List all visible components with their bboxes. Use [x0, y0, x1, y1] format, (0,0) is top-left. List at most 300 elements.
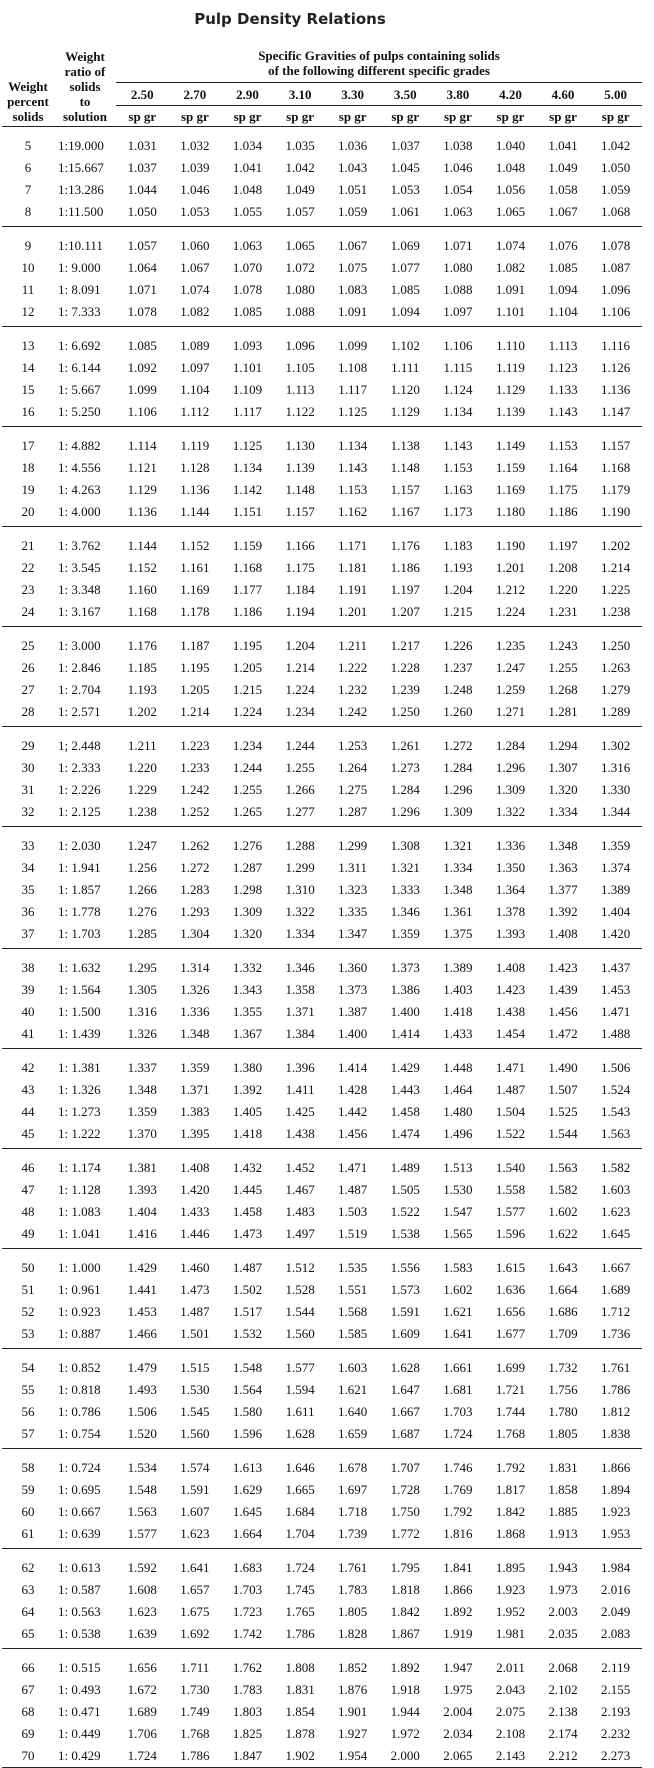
table-row — [2, 1745, 642, 1768]
cell-specific-gravity: 1.336 — [180, 1004, 210, 1019]
cell-specific-gravity: 1.360 — [338, 960, 368, 975]
cell-specific-gravity: 1.602 — [548, 1204, 578, 1219]
cell-weight-percent: 34 — [21, 860, 35, 875]
cell-specific-gravity: 1.545 — [180, 1404, 210, 1419]
cell-specific-gravity: 1.083 — [338, 282, 368, 297]
cell-specific-gravity: 1.786 — [601, 1382, 631, 1397]
cell-specific-gravity: 1.134 — [432, 401, 485, 427]
cell-specific-gravity: 1.392 — [232, 1082, 263, 1097]
cell-specific-gravity: 1.577 — [495, 1204, 526, 1219]
cell-specific-gravity: 1.551 — [338, 1282, 368, 1297]
cell-weight-ratio: 1:15.667 — [58, 160, 104, 175]
cell-specific-gravity: 1.973 — [548, 1582, 578, 1597]
cell-specific-gravity: 1.395 — [169, 1123, 222, 1149]
cell-specific-gravity: 2.108 — [495, 1726, 526, 1741]
cell-specific-gravity: 1.347 — [326, 923, 379, 949]
cell-specific-gravity: 1.120 — [390, 382, 420, 397]
cell-specific-gravity: 1.745 — [285, 1582, 315, 1597]
cell-specific-gravity: 1.256 — [127, 860, 157, 875]
cell-weight-ratio: 1: 3.167 — [54, 601, 116, 627]
cell-specific-gravity: 1.582 — [548, 1182, 578, 1197]
header-unit: sp gr — [326, 106, 379, 127]
table-row — [2, 1249, 642, 1280]
cell-specific-gravity: 1.035 — [285, 138, 315, 153]
cell-specific-gravity: 1.913 — [537, 1523, 590, 1549]
cell-specific-gravity: 1.675 — [180, 1604, 210, 1619]
cell-specific-gravity: 1.040 — [495, 138, 526, 153]
cell-specific-gravity: 1.602 — [443, 1282, 473, 1297]
header-unit: sp gr — [274, 106, 327, 127]
cell-specific-gravity: 1.446 — [169, 1223, 222, 1249]
cell-specific-gravity: 1.326 — [180, 982, 210, 997]
cell-specific-gravity: 1.772 — [379, 1523, 432, 1549]
cell-specific-gravity: 1.902 — [274, 1745, 327, 1768]
cell-specific-gravity: 1.321 — [443, 838, 473, 853]
cell-weight-ratio: 1: 0.587 — [58, 1582, 101, 1597]
cell-specific-gravity: 1.067 — [180, 260, 210, 275]
header-unit: sp gr — [432, 106, 485, 127]
table-row — [2, 1179, 642, 1201]
table-row — [2, 479, 642, 501]
cell-specific-gravity: 1.380 — [232, 1060, 263, 1075]
cell-specific-gravity: 1.157 — [601, 438, 631, 453]
cell-specific-gravity: 1.144 — [127, 538, 157, 553]
cell-specific-gravity: 1.594 — [285, 1382, 315, 1397]
cell-specific-gravity: 1.724 — [116, 1745, 169, 1768]
cell-weight-percent: 65 — [2, 1623, 54, 1649]
cell-specific-gravity: 1.596 — [484, 1223, 537, 1249]
cell-specific-gravity: 1.284 — [495, 738, 526, 753]
cell-weight-ratio: 1:19.000 — [58, 138, 104, 153]
cell-specific-gravity: 1.176 — [390, 538, 420, 553]
cell-specific-gravity: 1.136 — [601, 382, 631, 397]
cell-specific-gravity: 2.075 — [495, 1704, 526, 1719]
cell-specific-gravity: 1.265 — [221, 801, 274, 827]
cell-specific-gravity: 1.568 — [338, 1304, 368, 1319]
cell-specific-gravity: 1.222 — [338, 660, 368, 675]
header-weight-ratio-line: solids — [69, 79, 101, 94]
cell-specific-gravity: 1.283 — [180, 882, 210, 897]
cell-weight-percent: 64 — [21, 1604, 35, 1619]
cell-specific-gravity: 1.443 — [390, 1082, 420, 1097]
header-weight-ratio-line: Weight — [65, 49, 105, 64]
cell-specific-gravity: 1.841 — [443, 1560, 473, 1575]
table-row — [2, 1279, 642, 1301]
table-row — [2, 779, 642, 801]
cell-specific-gravity: 1.252 — [169, 801, 222, 827]
cell-specific-gravity: 1.309 — [232, 904, 263, 919]
cell-specific-gravity: 1.519 — [326, 1223, 379, 1249]
cell-specific-gravity: 1.831 — [285, 1682, 315, 1697]
cell-specific-gravity: 1.193 — [443, 560, 473, 575]
cell-specific-gravity: 1.487 — [338, 1182, 368, 1197]
cell-specific-gravity: 1.981 — [484, 1623, 537, 1649]
cell-specific-gravity: 1.220 — [548, 582, 578, 597]
header-weight-percent-line: percent — [7, 94, 49, 109]
cell-specific-gravity: 1.355 — [232, 1004, 263, 1019]
cell-specific-gravity: 1.139 — [285, 460, 315, 475]
cell-specific-gravity: 1.520 — [116, 1423, 169, 1449]
cell-specific-gravity: 1.048 — [232, 182, 263, 197]
cell-specific-gravity: 1.106 — [589, 301, 642, 327]
header-weight-ratio — [54, 48, 116, 127]
cell-weight-percent: 43 — [21, 1082, 35, 1097]
cell-weight-percent: 32 — [2, 801, 54, 827]
table-row — [2, 657, 642, 679]
cell-specific-gravity: 1.094 — [379, 301, 432, 327]
header-weight-percent — [2, 48, 54, 127]
cell-specific-gravity: 1.119 — [496, 360, 525, 375]
cell-specific-gravity: 2.232 — [601, 1726, 631, 1741]
cell-specific-gravity: 1.054 — [443, 182, 473, 197]
cell-specific-gravity: 1.367 — [221, 1023, 274, 1049]
cell-specific-gravity: 1.894 — [601, 1482, 631, 1497]
cell-specific-gravity: 1.640 — [338, 1404, 368, 1419]
cell-specific-gravity: 1.117 — [338, 382, 368, 397]
cell-specific-gravity: 1.506 — [601, 1060, 631, 1075]
table-row — [2, 1449, 642, 1480]
cell-specific-gravity: 1.159 — [495, 460, 526, 475]
table-row — [2, 1123, 642, 1149]
pulp-density-table — [2, 48, 642, 1768]
table-row — [2, 857, 642, 879]
cell-weight-percent: 59 — [21, 1482, 35, 1497]
cell-specific-gravity: 1.493 — [127, 1382, 157, 1397]
cell-specific-gravity: 1.082 — [495, 260, 526, 275]
table-row — [2, 601, 642, 627]
table-row — [2, 1023, 642, 1049]
cell-specific-gravity: 1.744 — [495, 1404, 526, 1419]
table-row — [2, 1479, 642, 1501]
cell-specific-gravity: 1.556 — [390, 1260, 420, 1275]
cell-specific-gravity: 1.068 — [589, 201, 642, 227]
cell-specific-gravity: 1.548 — [232, 1360, 263, 1375]
cell-specific-gravity: 1.153 — [443, 460, 473, 475]
header-unit: sp gr — [537, 106, 590, 127]
cell-specific-gravity: 1.334 — [443, 860, 473, 875]
cell-specific-gravity: 1.517 — [232, 1304, 263, 1319]
cell-specific-gravity: 1.228 — [390, 660, 420, 675]
table-row — [2, 527, 642, 558]
cell-specific-gravity: 1.885 — [548, 1504, 578, 1519]
cell-specific-gravity: 1.454 — [484, 1023, 537, 1049]
cell-specific-gravity: 1.428 — [338, 1082, 368, 1097]
cell-specific-gravity: 1.574 — [180, 1460, 210, 1475]
cell-specific-gravity: 1.867 — [379, 1623, 432, 1649]
cell-specific-gravity: 1.577 — [285, 1360, 315, 1375]
cell-specific-gravity: 1.348 — [169, 1023, 222, 1049]
page-title: Pulp Density Relations — [194, 10, 386, 28]
table-row — [2, 157, 642, 179]
cell-specific-gravity: 1.053 — [390, 182, 420, 197]
cell-specific-gravity: 1.195 — [232, 638, 263, 653]
cell-weight-ratio: 1: 1.222 — [54, 1123, 116, 1149]
cell-specific-gravity: 1.080 — [285, 282, 315, 297]
cell-specific-gravity: 1.573 — [390, 1282, 420, 1297]
cell-specific-gravity: 1.078 — [232, 282, 263, 297]
cell-specific-gravity: 1.125 — [232, 438, 263, 453]
table-row — [2, 227, 642, 258]
cell-specific-gravity: 1.432 — [232, 1160, 263, 1175]
cell-specific-gravity: 2.138 — [548, 1704, 578, 1719]
cell-specific-gravity: 1.087 — [601, 260, 631, 275]
table-row — [2, 801, 642, 827]
cell-specific-gravity: 2.016 — [601, 1582, 631, 1597]
cell-specific-gravity: 1.071 — [443, 238, 473, 253]
cell-specific-gravity: 1.333 — [390, 882, 420, 897]
cell-specific-gravity: 1.169 — [180, 582, 210, 597]
cell-specific-gravity: 1.264 — [338, 760, 368, 775]
cell-specific-gravity: 1.607 — [180, 1504, 210, 1519]
cell-weight-ratio: 1: 1.041 — [54, 1223, 116, 1249]
cell-weight-ratio: 1: 6.144 — [58, 360, 101, 375]
cell-specific-gravity: 1.185 — [127, 660, 157, 675]
cell-specific-gravity: 1.344 — [589, 801, 642, 827]
cell-specific-gravity: 1.707 — [390, 1460, 420, 1475]
cell-specific-gravity: 1.736 — [589, 1323, 642, 1349]
cell-specific-gravity: 1.042 — [601, 138, 631, 153]
cell-specific-gravity: 1.808 — [285, 1660, 315, 1675]
cell-specific-gravity: 1.335 — [338, 904, 368, 919]
cell-specific-gravity: 1.272 — [443, 738, 473, 753]
cell-specific-gravity: 1.370 — [116, 1123, 169, 1149]
cell-weight-ratio: 1: 5.250 — [54, 401, 116, 427]
cell-weight-ratio: 1: 4.556 — [58, 460, 101, 475]
cell-specific-gravity: 1.503 — [338, 1204, 368, 1219]
cell-specific-gravity: 1.611 — [285, 1404, 315, 1419]
cell-weight-ratio: 1: 2.571 — [54, 701, 116, 727]
cell-specific-gravity: 1.818 — [390, 1582, 420, 1597]
cell-specific-gravity: 1.480 — [443, 1104, 473, 1119]
cell-specific-gravity: 1.309 — [432, 801, 485, 827]
cell-specific-gravity: 1.057 — [127, 238, 157, 253]
cell-specific-gravity: 1.070 — [232, 260, 263, 275]
cell-specific-gravity: 1.077 — [390, 260, 420, 275]
cell-specific-gravity: 1.085 — [548, 260, 578, 275]
cell-specific-gravity: 1.088 — [274, 301, 327, 327]
cell-specific-gravity: 1.080 — [443, 260, 473, 275]
table-row — [2, 627, 642, 658]
table-row — [2, 501, 642, 527]
cell-weight-ratio: 1: 0.887 — [54, 1323, 116, 1349]
cell-specific-gravity: 1.224 — [484, 601, 537, 627]
cell-specific-gravity: 1.348 — [443, 882, 473, 897]
table-row — [2, 1323, 642, 1349]
header-unit: sp gr — [484, 106, 537, 127]
cell-specific-gravity: 2.193 — [601, 1704, 631, 1719]
cell-specific-gravity: 1.056 — [495, 182, 526, 197]
cell-specific-gravity: 1.761 — [338, 1560, 368, 1575]
cell-specific-gravity: 1.064 — [127, 260, 157, 275]
cell-weight-ratio: 1: 7.333 — [54, 301, 116, 327]
cell-weight-percent: 57 — [2, 1423, 54, 1449]
cell-specific-gravity: 1.664 — [221, 1523, 274, 1549]
cell-specific-gravity: 1.918 — [390, 1682, 420, 1697]
cell-specific-gravity: 1.371 — [180, 1082, 210, 1097]
cell-weight-ratio: 1: 0.538 — [54, 1623, 116, 1649]
cell-specific-gravity: 2.035 — [537, 1623, 590, 1649]
cell-specific-gravity: 1.591 — [390, 1304, 420, 1319]
cell-specific-gravity: 2.143 — [484, 1745, 537, 1768]
cell-specific-gravity: 1.392 — [548, 904, 578, 919]
cell-specific-gravity: 1.065 — [285, 238, 315, 253]
cell-specific-gravity: 1.231 — [537, 601, 590, 627]
cell-specific-gravity: 1.085 — [221, 301, 274, 327]
cell-specific-gravity: 1.534 — [127, 1460, 157, 1475]
cell-weight-ratio: 1: 0.471 — [58, 1704, 101, 1719]
cell-weight-ratio: 1:10.111 — [58, 238, 103, 253]
cell-specific-gravity: 1.065 — [484, 201, 537, 227]
cell-specific-gravity: 1.780 — [548, 1404, 578, 1419]
cell-specific-gravity: 1.101 — [484, 301, 537, 327]
cell-specific-gravity: 2.034 — [443, 1726, 473, 1741]
cell-specific-gravity: 1.096 — [285, 338, 315, 353]
cell-specific-gravity: 1.528 — [285, 1282, 315, 1297]
cell-specific-gravity: 1.975 — [443, 1682, 473, 1697]
cell-specific-gravity: 1.224 — [221, 701, 274, 727]
cell-specific-gravity: 1.168 — [601, 460, 631, 475]
cell-specific-gravity: 1.629 — [232, 1482, 263, 1497]
cell-specific-gravity: 1.238 — [589, 601, 642, 627]
cell-specific-gravity: 1.276 — [232, 838, 263, 853]
cell-specific-gravity: 1.358 — [285, 982, 315, 997]
cell-specific-gravity: 1.547 — [443, 1204, 473, 1219]
cell-specific-gravity: 1.152 — [180, 538, 210, 553]
cell-specific-gravity: 1.178 — [169, 601, 222, 627]
cell-specific-gravity: 1.223 — [180, 738, 210, 753]
cell-specific-gravity: 2.065 — [432, 1745, 485, 1768]
cell-specific-gravity: 1.943 — [548, 1560, 578, 1575]
cell-specific-gravity: 2.004 — [443, 1704, 473, 1719]
cell-specific-gravity: 1.483 — [285, 1204, 315, 1219]
cell-specific-gravity: 1.067 — [338, 238, 368, 253]
cell-specific-gravity: 1.507 — [548, 1082, 578, 1097]
cell-weight-ratio: 1: 1.500 — [58, 1004, 101, 1019]
cell-weight-ratio: 1: 0.429 — [54, 1745, 116, 1768]
cell-specific-gravity: 1.225 — [601, 582, 631, 597]
cell-specific-gravity: 1.580 — [232, 1404, 263, 1419]
cell-specific-gravity: 1.041 — [232, 160, 263, 175]
cell-specific-gravity: 1.220 — [127, 760, 157, 775]
cell-specific-gravity: 1.458 — [390, 1104, 420, 1119]
cell-weight-percent: 48 — [21, 1204, 35, 1219]
cell-specific-gravity: 1.803 — [232, 1704, 263, 1719]
table-row — [2, 1579, 642, 1601]
cell-specific-gravity: 1.234 — [232, 738, 263, 753]
cell-specific-gravity: 1.302 — [601, 738, 631, 753]
cell-specific-gravity: 1.144 — [169, 501, 222, 527]
cell-specific-gravity: 1.524 — [601, 1082, 631, 1097]
cell-specific-gravity: 1.097 — [432, 301, 485, 327]
cell-specific-gravity: 1.181 — [338, 560, 368, 575]
cell-specific-gravity: 1.876 — [338, 1682, 368, 1697]
cell-specific-gravity: 1.287 — [326, 801, 379, 827]
cell-specific-gravity: 2.049 — [601, 1604, 631, 1619]
cell-weight-percent: 54 — [21, 1360, 35, 1375]
cell-specific-gravity: 1.456 — [548, 1004, 578, 1019]
cell-specific-gravity: 2.000 — [379, 1745, 432, 1768]
cell-specific-gravity: 1.373 — [390, 960, 420, 975]
cell-specific-gravity: 1.136 — [180, 482, 210, 497]
cell-weight-ratio: 1; 2.448 — [58, 738, 101, 753]
table-row — [2, 1549, 642, 1580]
cell-specific-gravity: 1.153 — [548, 438, 578, 453]
cell-specific-gravity: 1.769 — [443, 1482, 473, 1497]
cell-specific-gravity: 1.310 — [285, 882, 315, 897]
table-row — [2, 1523, 642, 1549]
cell-specific-gravity: 1.664 — [548, 1282, 578, 1297]
cell-specific-gravity: 1.186 — [390, 560, 420, 575]
cell-weight-percent: 60 — [21, 1504, 35, 1519]
cell-specific-gravity: 1.097 — [180, 360, 210, 375]
cell-specific-gravity: 1.204 — [443, 582, 473, 597]
cell-specific-gravity: 1.094 — [548, 282, 578, 297]
cell-specific-gravity: 1.078 — [601, 238, 631, 253]
cell-specific-gravity: 1.205 — [232, 660, 263, 675]
cell-specific-gravity: 1.471 — [495, 1060, 526, 1075]
cell-specific-gravity: 1.309 — [495, 782, 526, 797]
cell-weight-percent: 20 — [2, 501, 54, 527]
table-row — [2, 1501, 642, 1523]
cell-specific-gravity: 1.285 — [116, 923, 169, 949]
cell-weight-percent: 5 — [24, 138, 32, 153]
cell-specific-gravity: 1.384 — [274, 1023, 327, 1049]
cell-weight-percent: 53 — [2, 1323, 54, 1349]
cell-specific-gravity: 1.742 — [221, 1623, 274, 1649]
cell-specific-gravity: 1.667 — [390, 1404, 420, 1419]
cell-specific-gravity: 1.585 — [326, 1323, 379, 1349]
cell-weight-percent: 68 — [21, 1704, 35, 1719]
cell-weight-ratio: 1: 0.563 — [58, 1604, 101, 1619]
cell-specific-gravity: 1.429 — [127, 1260, 157, 1275]
cell-weight-percent: 61 — [2, 1523, 54, 1549]
cell-weight-ratio: 1:13.286 — [58, 182, 104, 197]
cell-specific-gravity: 1.724 — [285, 1560, 315, 1575]
table-row — [2, 1649, 642, 1680]
cell-specific-gravity: 1.122 — [274, 401, 327, 427]
cell-specific-gravity: 1.847 — [221, 1745, 274, 1768]
cell-specific-gravity: 1.947 — [443, 1660, 473, 1675]
cell-weight-percent: 6 — [24, 160, 32, 175]
cell-specific-gravity: 1.687 — [379, 1423, 432, 1449]
cell-specific-gravity: 1.112 — [169, 401, 222, 427]
cell-specific-gravity: 1.359 — [180, 1060, 210, 1075]
cell-specific-gravity: 1.255 — [232, 782, 263, 797]
cell-weight-ratio: 1: 0.493 — [58, 1682, 101, 1697]
cell-specific-gravity: 1.416 — [116, 1223, 169, 1249]
cell-weight-ratio: 1: 1.174 — [58, 1160, 101, 1175]
cell-specific-gravity: 2.273 — [589, 1745, 642, 1768]
cell-specific-gravity: 1.711 — [180, 1660, 210, 1675]
cell-specific-gravity: 1.299 — [338, 838, 368, 853]
cell-specific-gravity: 1.699 — [495, 1360, 526, 1375]
cell-specific-gravity: 1.059 — [601, 182, 631, 197]
cell-specific-gravity: 1.923 — [601, 1504, 631, 1519]
cell-specific-gravity: 1.400 — [326, 1023, 379, 1049]
cell-specific-gravity: 1.489 — [390, 1160, 420, 1175]
cell-specific-gravity: 1.049 — [285, 182, 315, 197]
cell-specific-gravity: 1.732 — [548, 1360, 578, 1375]
cell-weight-percent: 26 — [21, 660, 35, 675]
cell-specific-gravity: 1.636 — [495, 1282, 526, 1297]
cell-specific-gravity: 1.248 — [443, 682, 473, 697]
cell-specific-gravity: 1.683 — [232, 1560, 263, 1575]
table-row — [2, 1401, 642, 1423]
cell-specific-gravity: 1.532 — [221, 1323, 274, 1349]
cell-specific-gravity: 1.214 — [601, 560, 631, 575]
cell-weight-percent: 27 — [21, 682, 35, 697]
header-weight-ratio-line: to — [79, 94, 91, 109]
